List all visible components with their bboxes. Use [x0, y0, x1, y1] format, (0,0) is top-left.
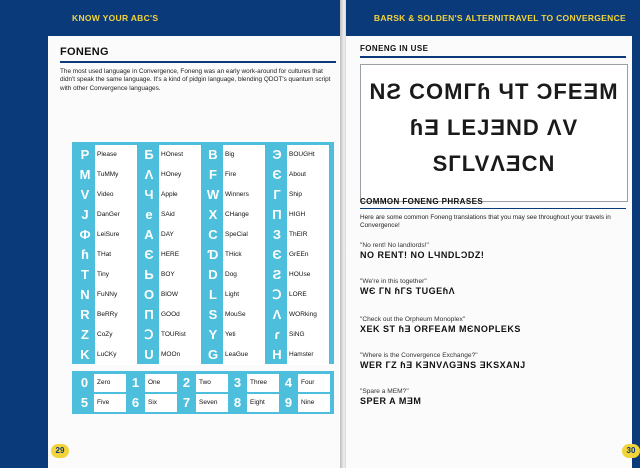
example-word: Big — [223, 145, 265, 165]
example-word: Light — [223, 285, 265, 305]
alphabet-cell — [204, 345, 265, 365]
number-cell — [280, 374, 331, 392]
in-use-rule — [360, 56, 626, 58]
number-word: One — [145, 374, 177, 392]
example-word: MouSe — [223, 305, 265, 325]
example-word: FuNNy — [95, 285, 137, 305]
foneng-glyph: Ↄ — [144, 327, 154, 342]
foneng-glyph: G — [207, 347, 219, 362]
example-word: Dog — [223, 265, 265, 285]
phrase-foneng: WER ГZ ɦƎ KƎNVɅGƎNS ƎKSXANJ — [360, 360, 526, 370]
foneng-glyph: X — [208, 207, 218, 222]
alphabet-cell — [140, 265, 201, 285]
foneng-sample-box — [360, 64, 628, 202]
alphabet-cell — [268, 185, 329, 205]
number-glyph: 2 — [182, 375, 191, 390]
foneng-intro: The most used language in Convergence, Foneng was an early work-around for cultures that didn't speak the same language. It's a kind of pidgin language, blending QDOT's quantum script with other Convergence languages. — [60, 68, 331, 92]
phrase-item — [360, 316, 626, 334]
foneng-glyph: Є — [144, 247, 154, 262]
right-sidebar — [632, 36, 640, 468]
example-word: Video — [95, 185, 137, 205]
phrase-item — [360, 278, 626, 296]
sample-line-2: ɦƎ LEJƎND ΛV — [409, 115, 579, 140]
phrase-foneng: WЄ ГN ɦГS TUGEɦɅ — [360, 286, 456, 296]
alphabet-cell — [76, 145, 137, 165]
example-word: Tiny — [95, 265, 137, 285]
alphabet-cell — [268, 345, 329, 365]
example-word: Apple — [159, 185, 201, 205]
alphabet-cell — [76, 285, 137, 305]
number-cell — [127, 394, 178, 412]
phrase-english: "Spare a MEM?" — [360, 388, 409, 395]
alphabet-cell — [76, 345, 137, 365]
number-word: Six — [145, 394, 177, 412]
foneng-glyph: ɾ — [274, 327, 280, 342]
alphabet-cell — [204, 305, 265, 325]
alphabet-cell — [140, 145, 201, 165]
example-word: BOY — [159, 265, 201, 285]
phrases-rule — [360, 208, 626, 209]
numbers-grid — [72, 371, 334, 414]
foneng-in-use-title: FONENG IN USE — [360, 44, 429, 53]
number-word: Seven — [196, 394, 228, 412]
number-cell — [178, 394, 229, 412]
number-glyph: 5 — [80, 395, 89, 410]
example-word: CHange — [223, 205, 265, 225]
title-rule — [60, 61, 336, 63]
example-word: Please — [95, 145, 137, 165]
number-cell — [127, 374, 178, 392]
number-cell — [280, 394, 331, 412]
sample-line-3: SГLVɅƎCN — [432, 151, 556, 176]
alphabet-cell — [140, 205, 201, 225]
foneng-glyph: J — [81, 207, 89, 222]
foneng-glyph: H — [272, 347, 282, 362]
number-glyph: 6 — [131, 395, 140, 410]
example-word: BOUGHt — [287, 145, 329, 165]
alphabet-cell — [268, 265, 329, 285]
alphabet-cell — [204, 185, 265, 205]
foneng-glyph: O — [143, 287, 155, 302]
example-word: THick — [223, 245, 265, 265]
number-cell — [178, 374, 229, 392]
foneng-glyph: R — [80, 307, 90, 322]
foneng-glyph: N — [80, 287, 90, 302]
left-sidebar — [0, 36, 48, 468]
left-header-band: KNOW YOUR ABC'S — [0, 0, 342, 36]
foneng-glyph: Λ — [144, 167, 154, 182]
phrase-english: "Check out the Orpheum Monoplex" — [360, 316, 466, 323]
number-word: Five — [94, 394, 126, 412]
foneng-glyph: Э — [272, 147, 282, 162]
example-word: HERE — [159, 245, 201, 265]
foneng-glyph: F — [209, 167, 217, 182]
foneng-glyph: Ƨ — [272, 267, 282, 282]
number-cell — [229, 374, 280, 392]
alphabet-cell — [204, 145, 265, 165]
foneng-glyph: Ь — [144, 267, 154, 282]
foneng-glyph: Г — [273, 187, 281, 202]
example-word: Hamster — [287, 345, 329, 365]
alphabet-cell — [268, 145, 329, 165]
example-word: HOnest — [159, 145, 201, 165]
foneng-glyph: C — [208, 227, 218, 242]
alphabet-cell — [204, 285, 265, 305]
example-word: Fire — [223, 165, 265, 185]
foneng-glyph: Є — [272, 167, 282, 182]
example-word: Winners — [223, 185, 265, 205]
foneng-glyph: Ʌ — [272, 307, 282, 322]
alphabet-cell — [268, 225, 329, 245]
alphabet-cell — [204, 165, 265, 185]
phrase-foneng: XEK ST ɦƎ ORFEAM MЄNOPLEKS — [360, 324, 521, 334]
alphabet-cell — [140, 165, 201, 185]
example-word: Yeti — [223, 325, 265, 345]
phrases-intro: Here are some common Foneng translations that you may see throughout your travels in Convergence! — [360, 214, 611, 230]
foneng-glyph: П — [144, 307, 154, 322]
foneng-glyph: ɦ — [81, 247, 89, 262]
number-cell — [76, 374, 127, 392]
alphabet-cell — [204, 325, 265, 345]
example-word: BeRRy — [95, 305, 137, 325]
number-word: Four — [298, 374, 330, 392]
example-word: SAid — [159, 205, 201, 225]
alphabet-cell — [204, 225, 265, 245]
number-word: Two — [196, 374, 228, 392]
foneng-glyph: V — [80, 187, 90, 202]
foneng-glyph: e — [145, 207, 153, 222]
foneng-title: FONENG — [60, 46, 109, 58]
example-word: HOUse — [287, 265, 329, 285]
alphabet-cell — [140, 345, 201, 365]
example-word: TuMMy — [95, 165, 137, 185]
phrase-foneng: SPER A MƎM — [360, 396, 422, 406]
alphabet-cell — [140, 285, 201, 305]
right-header-band: BARSK & SOLDEN'S ALTERNITRAVEL TO CONVERGENCE — [346, 0, 640, 36]
number-glyph: 0 — [80, 375, 89, 390]
example-word: SpeCial — [223, 225, 265, 245]
foneng-glyph: Ч — [144, 187, 154, 202]
alphabet-cell — [140, 225, 201, 245]
foneng-glyph: T — [81, 267, 89, 282]
alphabet-cell — [204, 205, 265, 225]
number-cell — [229, 394, 280, 412]
number-glyph: 9 — [284, 395, 293, 410]
alphabet-cell — [76, 185, 137, 205]
sample-line-1: NƧ COMГɦ ЧT ƆFEƎM — [369, 79, 619, 104]
alphabet-cell — [140, 245, 201, 265]
foneng-glyph: S — [208, 307, 218, 322]
alphabet-cell — [76, 225, 137, 245]
alphabet-cell — [268, 325, 329, 345]
phrases-title: COMMON FONENG PHRASES — [360, 197, 484, 206]
phrase-item — [360, 242, 626, 260]
number-glyph: 7 — [182, 395, 191, 410]
number-cell — [76, 394, 127, 412]
alphabet-cell — [76, 305, 137, 325]
right-page — [346, 0, 640, 468]
alphabet-cell — [140, 185, 201, 205]
left-content — [60, 36, 336, 468]
example-word: DanGer — [95, 205, 137, 225]
example-word: About — [287, 165, 329, 185]
alphabet-cell — [268, 245, 329, 265]
phrase-item — [360, 388, 626, 406]
example-word: WORking — [287, 305, 329, 325]
example-word: GrEEn — [287, 245, 329, 265]
foneng-glyph: Є — [272, 247, 282, 262]
foneng-glyph: Ɗ — [207, 247, 219, 262]
foneng-glyph: M — [79, 167, 91, 182]
alphabet-grid — [72, 142, 334, 364]
foneng-glyph: Y — [208, 327, 218, 342]
example-word: HOney — [159, 165, 201, 185]
phrase-foneng: NO RENT! NO LЧNDLƆDZ! — [360, 250, 485, 260]
alphabet-cell — [268, 285, 329, 305]
foneng-glyph: U — [144, 347, 154, 362]
example-word: LeiSure — [95, 225, 137, 245]
alphabet-cell — [76, 265, 137, 285]
alphabet-cell — [204, 245, 265, 265]
number-word: Eight — [247, 394, 279, 412]
example-word: BlOW — [159, 285, 201, 305]
example-word: SiNG — [287, 325, 329, 345]
number-glyph: 3 — [233, 375, 242, 390]
alphabet-cell — [268, 165, 329, 185]
alphabet-cell — [76, 165, 137, 185]
example-word: LeaGue — [223, 345, 265, 365]
foneng-glyph: A — [144, 227, 154, 242]
alphabet-cell — [140, 325, 201, 345]
alphabet-cell — [268, 205, 329, 225]
phrase-item — [360, 352, 626, 370]
page-number-right: 30 — [622, 444, 640, 458]
alphabet-cell — [76, 245, 137, 265]
example-word: LuCKy — [95, 345, 137, 365]
example-word: Ship — [287, 185, 329, 205]
alphabet-cell — [76, 205, 137, 225]
foneng-glyph: Ↄ — [272, 287, 282, 302]
phrase-english: "No rent! No landlords!" — [360, 242, 429, 249]
foneng-glyph: D — [208, 267, 218, 282]
foneng-glyph: З — [272, 227, 282, 242]
phrase-english: "We're in this together" — [360, 278, 427, 285]
foneng-glyph: Б — [144, 147, 154, 162]
foneng-glyph: Π — [272, 207, 282, 222]
number-word: Three — [247, 374, 279, 392]
example-word: THat — [95, 245, 137, 265]
right-content — [360, 36, 626, 468]
example-word: DAY — [159, 225, 201, 245]
foneng-glyph: Z — [81, 327, 89, 342]
foneng-glyph: B — [208, 147, 218, 162]
example-word: LORE — [287, 285, 329, 305]
alphabet-cell — [76, 325, 137, 345]
number-word: Zero — [94, 374, 126, 392]
number-glyph: 1 — [131, 375, 140, 390]
alphabet-cell — [204, 265, 265, 285]
alphabet-cell — [268, 305, 329, 325]
foneng-glyph: L — [209, 287, 217, 302]
foneng-glyph: Ф — [79, 227, 91, 242]
number-glyph: 8 — [233, 395, 242, 410]
example-word: HIGH — [287, 205, 329, 225]
example-word: ThEIR — [287, 225, 329, 245]
foneng-glyph: K — [80, 347, 90, 362]
foneng-glyph: W — [206, 187, 220, 202]
number-glyph: 4 — [284, 375, 293, 390]
page-number-left: 29 — [51, 444, 69, 458]
example-word: GOOd — [159, 305, 201, 325]
alphabet-cell — [140, 305, 201, 325]
example-word: CoZy — [95, 325, 137, 345]
number-word: Nine — [298, 394, 330, 412]
example-word: MOOn — [159, 345, 201, 365]
foneng-glyph: P — [80, 147, 90, 162]
example-word: TOURist — [159, 325, 201, 345]
phrase-english: "Where is the Convergence Exchange?" — [360, 352, 478, 359]
